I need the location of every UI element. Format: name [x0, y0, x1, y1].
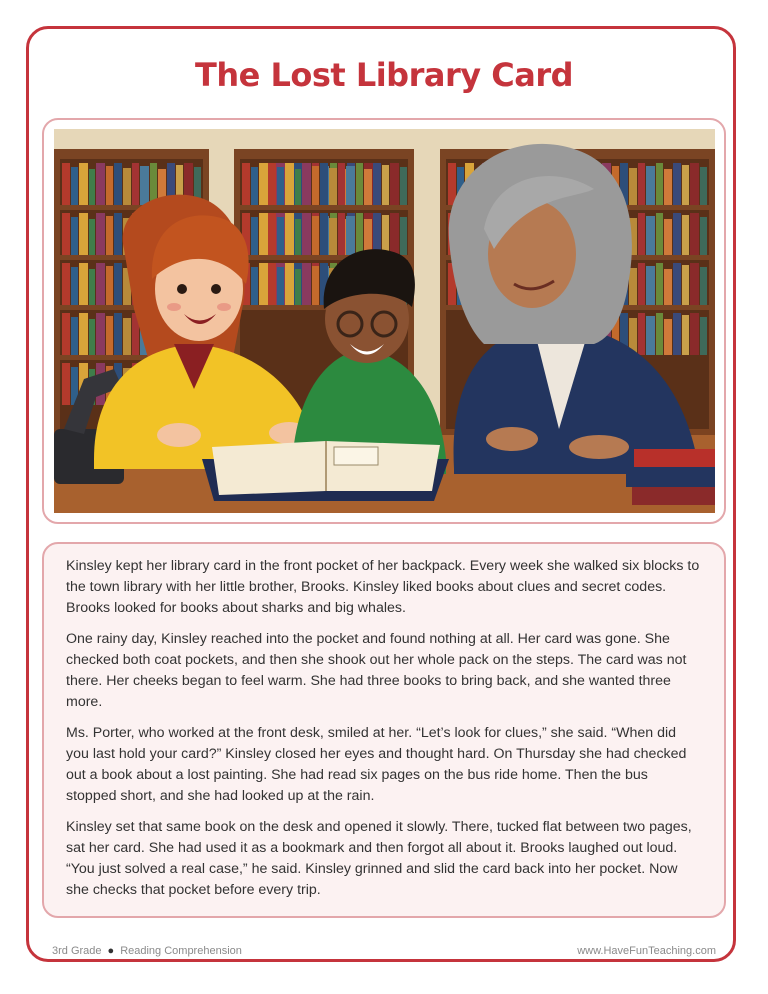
footer-subject: Reading Comprehension — [120, 945, 242, 957]
story-paragraph-2: One rainy day, Kinsley reached into the pocket and found nothing at all. Her card was gone. She checked both coat pockets, and then she shook out her whole pack on the steps. The card was not there. Her cheeks began to feel warm. She had three books to bring back, and she wanted three more. — [66, 631, 687, 710]
footer-grade: 3rd Grade — [52, 945, 102, 957]
story-text-panel — [42, 542, 726, 918]
open-book — [202, 441, 449, 501]
story-paragraph-3: Ms. Porter, who worked at the front desk, smiled at her. “Let’s look for clues,” she said. “When did you last hold your card?” Kinsley closed her eyes and thought hard. On Thursday she had checked out a book about a lost painting. She had read six pages on the bus ride home. Then the bus stopped short, and she had looked up at the rain. — [66, 725, 687, 804]
book-stack — [626, 449, 715, 505]
story-paragraph-4: Kinsley set that same book on the desk and opened it slowly. There, tucked flat between two pages, sat her card. She had used it as a bookmark and then forgot all about it. Brooks laughed out loud. “You just solved a real case,” he said. Kinsley grinned and slid the card back into her pocket. Now she checks that pocket before every trip. — [66, 819, 692, 898]
bullet-separator: ● — [107, 945, 115, 957]
story-illustration — [54, 129, 715, 513]
story-paragraph-1: Kinsley kept her library card in the front pocket of her backpack. Every week she walked six blocks to the town library with her little brother, Brooks. Kinsley liked books about clues and secret codes. Brooks looked for books about sharks and big whales. — [66, 558, 700, 616]
footer-website[interactable]: www.HaveFunTeaching.com — [577, 945, 716, 957]
footer-grade-subject — [52, 945, 242, 957]
page-title: The Lost Library Card — [195, 56, 573, 94]
